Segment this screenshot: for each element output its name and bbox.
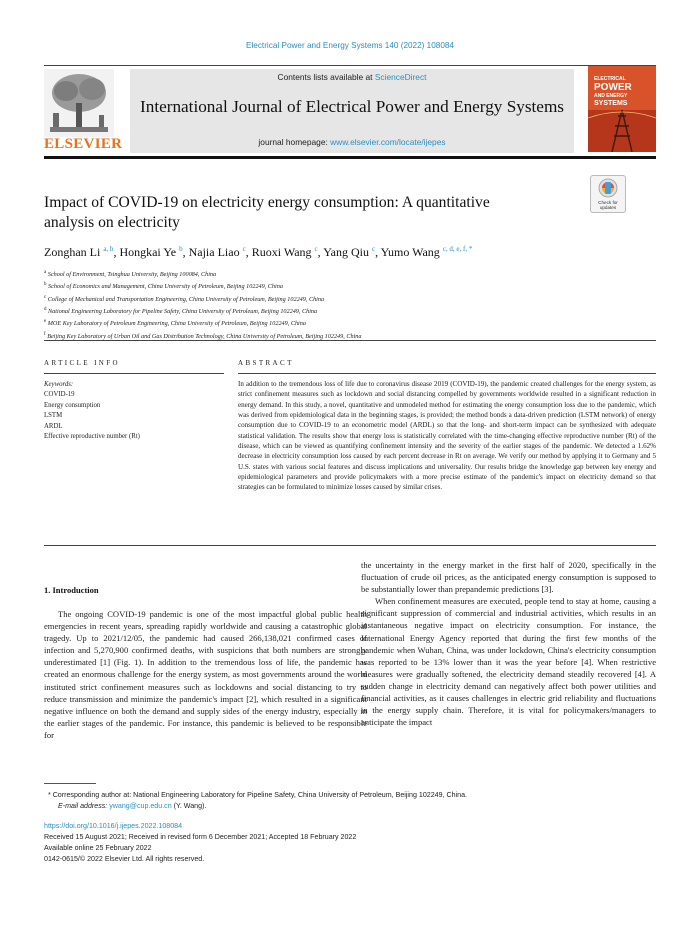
tree-icon — [44, 69, 114, 137]
abstract-heading: ABSTRACT — [238, 359, 294, 367]
author-name: Ruoxi Wang — [251, 245, 312, 259]
crossmark-label-line-2: updates — [599, 205, 617, 210]
affiliation-text: College of Mechanical and Transportation Engineering, China University of Petroleum, Beijing 102249, China — [47, 295, 325, 303]
keywords-label: Keywords: — [44, 381, 74, 388]
homepage-link[interactable]: www.elsevier.com/locate/ijepes — [330, 137, 446, 147]
affiliation-mark: c — [44, 294, 47, 300]
corresponding-author-text: Corresponding author at: National Engineering Laboratory for Pipeline Safety, China University of Petroleum, Beijing 102249, China. — [52, 791, 467, 799]
affiliation-mark: b — [44, 282, 47, 288]
author-name: Yang Qiu — [323, 245, 369, 259]
keyword[interactable]: ARDL — [44, 422, 63, 430]
journal-banner — [130, 69, 574, 153]
article-metadata — [44, 821, 656, 865]
body-column-right — [361, 559, 656, 728]
affiliation-mark: e — [44, 319, 47, 325]
crossmark-label — [591, 200, 625, 210]
abstract-divider — [238, 373, 656, 374]
author-list: Zonghan Li $^{a, b}$, Hongkai Ye $^b$, Najia Liao $^c$, Ruoxi Wang $^c$, Yang Qiu $^c$, Yumo Wang $^{c, d, e, f, *}$ — [44, 245, 473, 259]
abstract-text: In addition to the tremendous loss of life due to coronavirus disease 2019 (COVID-19), the pandemic created challenges for the energy system, as strict confinement measures such as lockdown and social distancing compelled by governments worldwide resulted in a significant reduction in energy demand. In this study, a novel, quantitative and unmodeled method for estimating the energy consumption loss due to the pandemic, which was derived from epidemiological data in the beginning stages, is provided; the method bonds a data-driven prediction (LSTM network) of energy consumption due to COVID-19 to an econometric model (ARDL) so that the long- and short-term impact can be synthesized with adequate statistical validation. The results show that energy loss is statistically correlated with the time-changing effective reproductive number (Rt) of the disease, which can be viewed as quantifying confinement intensity and the severity of the earlier stages of the pandemic. We detected a 1.62% decrease in electricity consumption loss caused by each percent decrease in Rt on average. We verify our method by applying it to Germany and 5 U.S. states with various social features and discuss implications and universality. Our results bridge the knowledge gap between key energy and epidemiological parameters and provide policymakers with a more precise estimate of the pandemic's impact on electricity demand so that strategies can be formulated to minimize losses caused by similar crises. — [238, 380, 656, 492]
contents-prefix: Contents lists available at — [277, 72, 375, 82]
affiliation-text: Beijing Key Laboratory of Urban Oil and Gas Distribution Technology, China University of Petroleum, Beijing 102249, China — [47, 332, 362, 340]
affiliation — [44, 293, 656, 305]
affiliation-list — [44, 268, 656, 342]
paragraph: The ongoing COVID-19 pandemic is one of the most impactful global public health emergencies in recent years, spreading rapidly worldwide and causing a catastrophic global tragedy. Up to 2021/12/05, the pandemic had caused 266,138,021 confirmed cases of infection and 5,270,900 confirmed deaths, with suspicions that both numbers are strongly underestimated [1] (Fig. 1). In addition to the tremendous loss of life, the pandemic has created an enormous challenge for the energy system, as most governments around the world instituted strict confinement measures such as lockdowns and social distancing to try to reduce transmission and minimize the pandemic's impact [2], which resulted in a significant negative influence on both the demand and supply sides of the energy industry, especially in the earlier stages of the pandemic. For instance, this pandemic is believed to be responsible for — [44, 609, 367, 740]
author-affiliation-marks[interactable]: a, b — [103, 245, 114, 253]
affiliation-mark: d — [44, 307, 47, 313]
author[interactable] — [44, 245, 113, 259]
journal-citation[interactable]: Electrical Power and Energy Systems 140 (2022) 108084 — [246, 41, 454, 50]
body-column-left — [44, 608, 367, 741]
author[interactable] — [252, 245, 318, 259]
author[interactable] — [381, 245, 473, 259]
affiliation — [44, 317, 656, 329]
author-affiliation-marks[interactable]: c — [242, 245, 246, 253]
affiliation-text: School of Environment, Tsinghua University, Beijing 100084, China — [47, 271, 217, 279]
author-affiliation-marks[interactable]: c, d, e, f, * — [442, 245, 473, 253]
cover-line-4: SYSTEMS — [594, 100, 628, 107]
cover-title — [594, 76, 632, 107]
homepage-line — [130, 137, 574, 147]
keyword[interactable]: Effective reproductive number (Rt) — [44, 433, 140, 441]
journal-name: International Journal of Electrical Power and Energy Systems — [140, 97, 564, 116]
crossmark-icon — [591, 176, 625, 200]
homepage-prefix: journal homepage: — [258, 137, 331, 147]
paragraph: the uncertainty in the energy market in the first half of 2020, specifically in the fluctuation of crude oil prices, as the anticipated energy consumption is supposed to be substantially lower than prepandemic predictions [3]. — [361, 560, 656, 595]
title-line-2: analysis on electricity — [44, 214, 180, 231]
affiliation-mark: a — [44, 270, 47, 275]
elsevier-wordmark: ELSEVIER — [44, 136, 123, 152]
title-line-1: Impact of COVID-19 on electricity energy consumption: A quantitative — [44, 194, 490, 211]
article-info-divider — [44, 373, 224, 374]
author-name: Hongkai Ye — [119, 245, 177, 259]
affiliation — [44, 280, 656, 292]
author-name: Yumo Wang — [380, 245, 440, 259]
corresponding-author-note: * Corresponding author at: National Engineering Laboratory for Pipeline Safety, China University of Petroleum, Beijing 102249, China. — [44, 791, 467, 799]
contents-line — [130, 72, 574, 82]
paragraph: When confinement measures are executed, people tend to stay at home, causing a significant suppression of commercial and industrial activities, which results in an instantaneous negative impact on electricity consumption. For instance, the International Energy Agency reported that during the first few months of the pandemic when Wuhan, China, was under lockdown, China's electricity consumption was reported to be 13% lower than it was the year before [4]. When restrictive measures were gradually softened, the electricity demand steadily recovered [4]. A sudden change in electricity demand can negatively affect both power utilities and financial activities, as it causes challenges in electric grid reliability and fluctuations in the energy supply chain. Therefore, it is vital for policymakers/managers to anticipate the impact — [361, 596, 656, 728]
doi-link[interactable]: https://doi.org/10.1016/j.ijepes.2022.108084 — [44, 822, 183, 830]
email-link[interactable]: ywang@cup.edu.cn — [109, 801, 172, 810]
elsevier-logo[interactable] — [44, 69, 123, 153]
keyword[interactable]: Energy consumption — [44, 401, 101, 409]
affiliation-text: MOE Key Laboratory of Petroleum Engineering, China University of Petroleum, Beijing 102249, China — [47, 320, 306, 328]
top-divider — [44, 65, 656, 66]
cover-line-3: AND ENERGY — [594, 93, 628, 99]
check-for-updates-button[interactable] — [590, 175, 626, 213]
affiliation — [44, 268, 656, 280]
received-dates: Received 15 August 2021; Received in revised form 6 December 2021; Accepted 18 February 2022 — [44, 832, 357, 841]
cover-line-1: ELECTRICAL — [594, 76, 626, 82]
author-name: Zonghan Li — [44, 245, 101, 259]
section-heading-introduction: 1. Introduction — [44, 585, 99, 595]
body-divider — [44, 545, 656, 546]
email-label: E-mail address: — [58, 801, 110, 810]
footnote — [44, 790, 656, 811]
affiliation — [44, 305, 656, 317]
sciencedirect-link[interactable]: ScienceDirect — [374, 72, 427, 82]
author[interactable] — [323, 245, 375, 259]
keywords-block — [44, 380, 224, 442]
author[interactable] — [119, 245, 182, 259]
affiliation-text: National Engineering Laboratory for Pipeline Safety, China University of Petroleum, Beijing 102249, China — [48, 308, 318, 316]
article-info-heading: ARTICLE INFO — [44, 359, 121, 367]
article-title — [44, 193, 584, 233]
footnote-divider — [44, 783, 96, 784]
author-affiliation-marks[interactable]: c — [371, 245, 376, 253]
online-date: Available online 25 February 2022 — [44, 843, 152, 852]
keyword[interactable]: COVID-19 — [44, 391, 75, 399]
crossmark-label-line-1: Check for — [598, 200, 618, 205]
copyright: 0142-0615/© 2022 Elsevier Ltd. All rights reserved. — [44, 854, 205, 863]
author-affiliation-marks[interactable]: c — [314, 245, 318, 253]
journal-cover[interactable] — [588, 66, 656, 152]
author-name: Najia Liao — [188, 245, 240, 259]
affiliation-text: School of Economics and Management, China University of Petroleum, Beijing 102249, China — [48, 283, 283, 291]
email-suffix: (Y. Wang). — [171, 801, 207, 810]
section-divider — [44, 340, 656, 341]
cover-line-2: POWER — [594, 82, 632, 93]
header-divider — [44, 156, 656, 159]
author[interactable] — [189, 245, 246, 259]
keyword[interactable]: LSTM — [44, 412, 63, 420]
affiliation-mark: f — [44, 331, 46, 337]
email-line — [44, 801, 656, 812]
author-affiliation-marks[interactable]: b — [179, 245, 183, 253]
